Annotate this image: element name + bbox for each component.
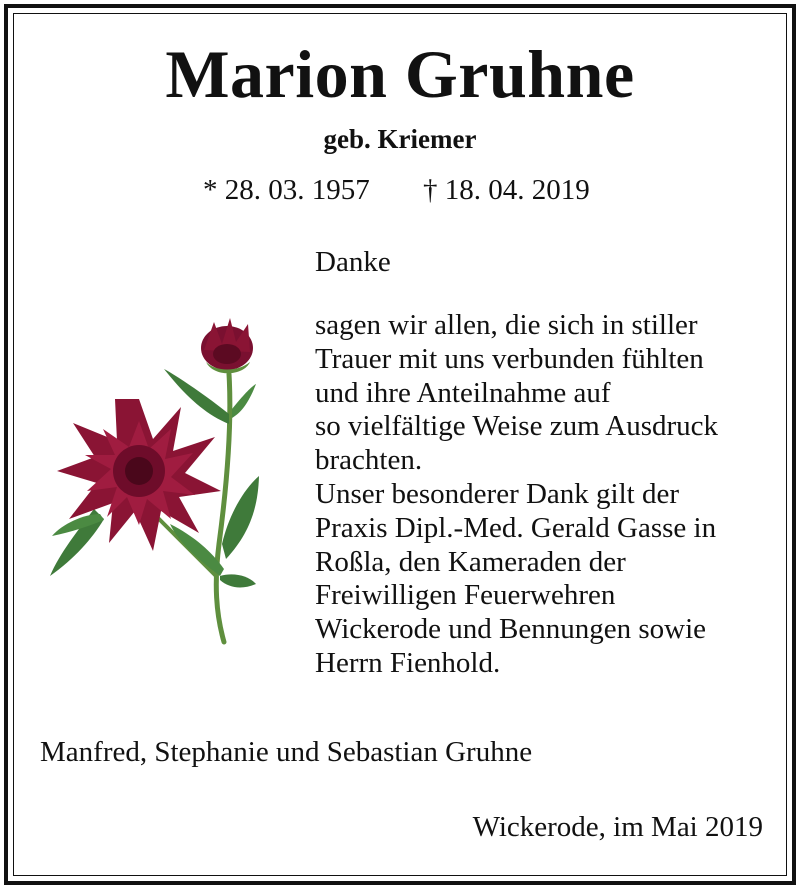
body-line: so vielfältige Weise zum Ausdruck (315, 410, 719, 443)
death-date: † 18. 04. 2019 (423, 174, 590, 206)
deceased-name: Marion Gruhne (165, 36, 635, 112)
flower-bud (201, 318, 253, 373)
body-line: Trauer mit uns verbunden fühlten (315, 342, 704, 375)
body-line: Roßla, den Kameraden der (315, 545, 626, 578)
family-signature: Manfred, Stephanie und Sebastian Gruhne (40, 736, 533, 768)
dahlia-flower-image (44, 314, 274, 654)
place-and-date: Wickerode, im Mai 2019 (472, 811, 763, 843)
leaf (220, 574, 256, 587)
body-line: Unser besonderer Dank gilt der (315, 477, 679, 510)
thanks-body (315, 309, 785, 681)
thanks-heading: Danke (315, 246, 391, 278)
leaf (232, 384, 256, 418)
birth-date: * 28. 03. 1957 (203, 174, 370, 206)
body-line: Praxis Dipl.-Med. Gerald Gasse in (315, 511, 717, 544)
body-line: Herrn Fienhold. (315, 646, 501, 679)
body-line: Wickerode und Bennungen sowie (315, 613, 707, 646)
body-line: und ihre Anteilnahme auf (315, 376, 611, 409)
body-line: sagen wir allen, die sich in stiller (315, 309, 698, 341)
birth-name: geb. Kriemer (323, 124, 477, 154)
body-line: brachten. (315, 444, 423, 477)
body-line: Freiwilligen Feuerwehren (315, 579, 616, 612)
